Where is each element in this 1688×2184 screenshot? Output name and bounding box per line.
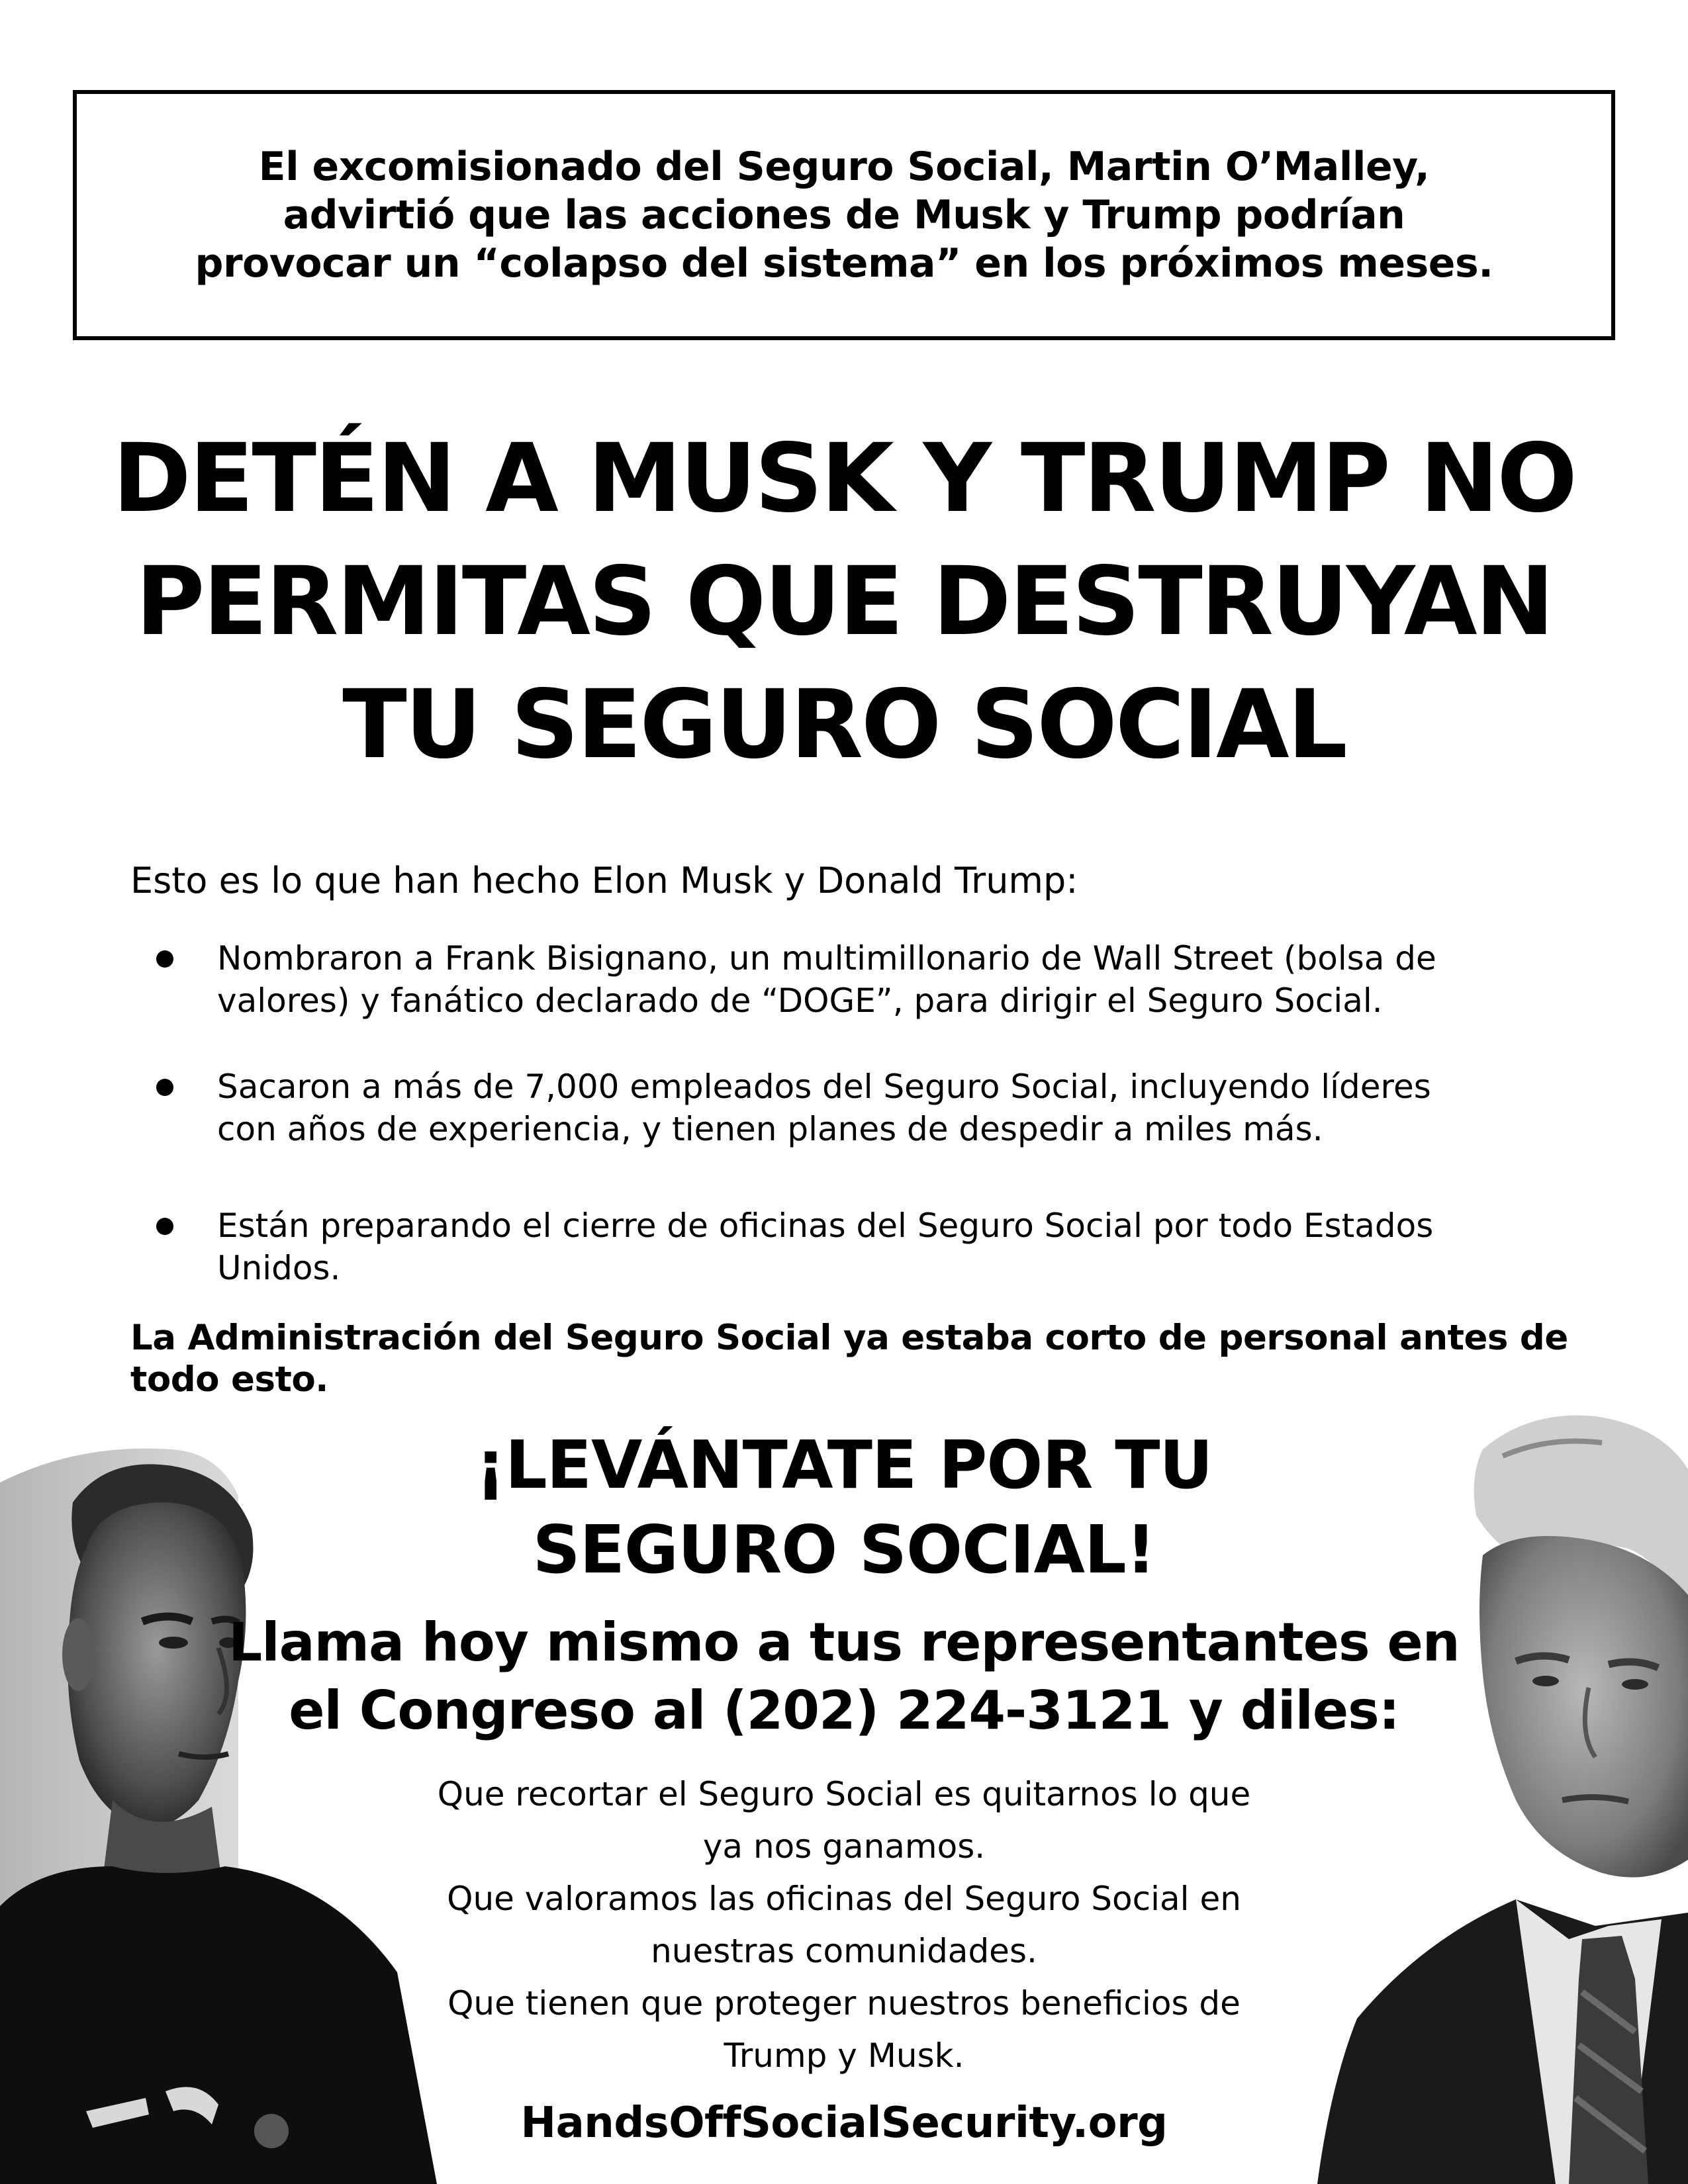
call-instructions <box>0 1608 1688 1745</box>
cta-line: SEGURO SOCIAL! <box>532 1511 1156 1588</box>
message-line: Trump y Musk. <box>724 2036 964 2075</box>
message-line: ya nos ganamos. <box>702 1827 986 1866</box>
quote-line: El excomisionado del Seguro Social, Martin O’Malley, <box>258 143 1430 190</box>
cta-heading <box>0 1423 1688 1592</box>
headline-line: TU SEGURO SOCIAL <box>342 669 1346 780</box>
intro-text: Esto es lo que han hecho Elon Musk y Donald Trump: <box>130 860 1078 901</box>
website-url: HandsOffSocialSecurity.org <box>520 2099 1168 2148</box>
message-line: Que valoramos las oficinas del Seguro Social en <box>447 1880 1241 1918</box>
headline <box>0 417 1688 786</box>
headline-line: PERMITAS QUE DESTRUYAN <box>135 546 1553 657</box>
call-line: el Congreso al (202) 224-3121 y diles: <box>289 1680 1399 1741</box>
bullet-line: Sacaron a más de 7,000 empleados del Seguro Social, incluyendo líderes <box>217 1068 1431 1106</box>
message-line: Que tienen que proteger nuestros beneficios de <box>447 1984 1241 2023</box>
bullet-line: con años de experiencia, y tienen planes de despedir a miles más. <box>217 1110 1323 1148</box>
message-list <box>0 1768 1688 2082</box>
message-line: Que recortar el Seguro Social es quitarnos lo que <box>437 1775 1251 1813</box>
bullet-line: Están preparando el cierre de oficinas del Seguro Social por todo Estados <box>217 1206 1434 1245</box>
call-line: Llama hoy mismo a tus representantes en <box>228 1612 1460 1673</box>
bullet-icon <box>156 1218 173 1235</box>
bullet-line: Nombraron a Frank Bisignano, un multimillonario de Wall Street (bolsa de <box>217 939 1436 978</box>
bullet-line: Unidos. <box>217 1249 341 1287</box>
staffing-note: La Administración del Seguro Social ya estaba corto de personal antes de todo esto. <box>130 1318 1568 1400</box>
bullet-line: valores) y fanático declarado de “DOGE”, para dirigir el Seguro Social. <box>217 981 1383 1020</box>
quote-line: provocar un “colapso del sistema” en los próximos meses. <box>195 240 1493 287</box>
message-line: nuestras comunidades. <box>651 1932 1037 1970</box>
quote-box <box>73 90 1615 340</box>
cta-line: ¡LEVÁNTATE POR TU <box>475 1426 1213 1504</box>
bullet-icon <box>156 1079 173 1096</box>
headline-line: DETÉN A MUSK Y TRUMP NO <box>113 423 1575 533</box>
bullet-icon <box>156 950 173 968</box>
quote-line: advirtió que las acciones de Musk y Trump podrían <box>283 191 1405 238</box>
